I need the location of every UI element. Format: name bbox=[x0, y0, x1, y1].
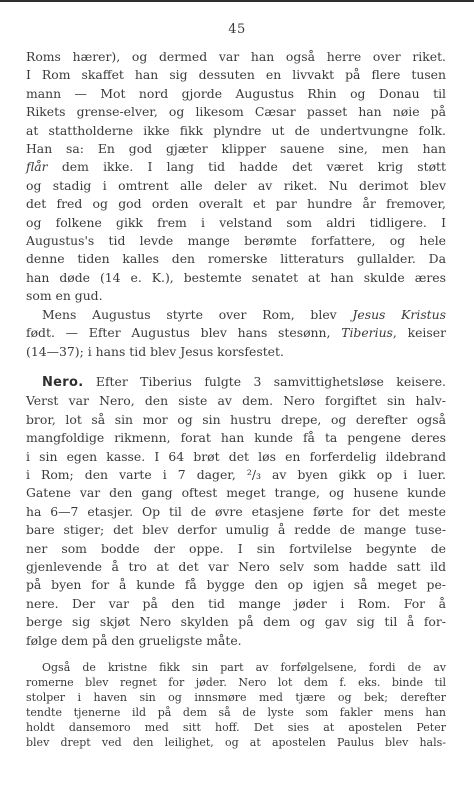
text-line: Gatene var den gang oftest meget trange, og husene kunde bbox=[26, 485, 446, 501]
text-run: Efter Tiberius fulgte 3 samvittighetsløse keisere. bbox=[83, 373, 446, 389]
text-line: at stattholderne ikke fikk plyndre ut de undertvungne folk. bbox=[26, 122, 446, 138]
text-line: denne tiden kalles den romerske litteraturs gullalder. Da bbox=[26, 251, 446, 267]
page-body bbox=[26, 48, 446, 750]
text-line: i Rom; den varte i 7 dager, ²/₃ av byen gikk op i luer. bbox=[26, 466, 446, 482]
small-print-note bbox=[26, 660, 446, 750]
text-line: Verst var Nero, den siste av dem. Nero forgiftet sin halv- bbox=[26, 393, 446, 409]
section-heading: Nero. bbox=[42, 374, 84, 390]
text-line: som en gud. bbox=[26, 288, 103, 304]
text-line: ha 6—7 etasjer. Op til de øvre etasjene førte for det meste bbox=[26, 503, 446, 519]
text-line: han døde (14 e. K.), bestemte senatet at han skulde æres bbox=[26, 269, 446, 285]
text-line: og folkene gikk frem i velstand som aldri tidligere. I bbox=[26, 214, 446, 230]
text-line: (14—37); i hans tid blev Jesus korsfestet. bbox=[26, 343, 284, 359]
text-line: holdt dansemoro med sitt hoff. Det sies at apostelen Peter bbox=[26, 721, 446, 734]
text-line: romerne blev regnet for jøder. Nero lot dem f. eks. binde til bbox=[26, 676, 446, 689]
paragraph-jesus bbox=[26, 306, 446, 361]
text-line: mann — Mot nord gjorde Augustus Rhin og Donau til bbox=[26, 85, 446, 101]
text-line: stolper i haven sin og innsmøre med tjære og bek; derefter bbox=[26, 691, 446, 704]
text-line: Også de kristne fikk sin part av forfølgelsene, fordi de av bbox=[42, 661, 446, 674]
text-line: i sin egen kasse. I 64 brøt det løs en forferdelig ildebrand bbox=[26, 448, 446, 464]
text-line: tendte tjenerne ild på dem så de lyste som fakler mens han bbox=[26, 706, 446, 719]
text-line: følge dem på den grueligste måte. bbox=[26, 632, 242, 648]
text-line: bror, lot så sin mor og sin hustru drepe, og derefter også bbox=[26, 411, 446, 427]
text-line: Han sa: En god gjæter klipper sauene sine, men han bbox=[26, 141, 446, 157]
paragraph-augustus bbox=[26, 48, 446, 306]
page-number: 45 bbox=[228, 22, 246, 37]
text-line bbox=[26, 306, 446, 324]
text-line: det fred og god orden overalt et par hundre år fremover, bbox=[26, 196, 446, 212]
text-line: mangfoldige rikmenn, forat han kunde få ta pengene deres bbox=[26, 430, 446, 446]
italic-name-jesus: Jesus Kristus bbox=[352, 306, 446, 322]
text-line: I Rom skaffet han sig dessuten en livvakt på flere tusen bbox=[26, 67, 446, 83]
text-line: ner som bodde der oppe. I sin fortvilelse begynte de bbox=[26, 540, 446, 556]
text-line bbox=[26, 324, 446, 342]
text-line: bare stiger; det blev derfor umulig å redde de mange tuse- bbox=[26, 522, 446, 538]
text-run: født. — Efter Augustus blev hans stesønn, bbox=[26, 325, 342, 341]
text-line: Roms hærer), og dermed var han også herre over riket. bbox=[26, 49, 446, 64]
text-line: og stadig i omtrent alle deler av riket. Nu derimot blev bbox=[26, 177, 446, 193]
text-line: gjenlevende å tro at det var Nero selv som hadde satt ild bbox=[26, 558, 446, 574]
text-run: Mens Augustus styrte over Rom, blev bbox=[42, 306, 353, 322]
text-line: berge sig skjøt Nero skylden på dem og gav sig til å for- bbox=[26, 614, 446, 630]
text-line: Augustus's tid levde mange berømte forfattere, og hele bbox=[26, 233, 446, 249]
top-rule bbox=[0, 0, 474, 2]
text-line: Rikets grense-elver, og likesom Cæsar passet han nøie på bbox=[26, 104, 446, 120]
text-line: blev drept ved den leilighet, og at apostelen Paulus blev hals- bbox=[26, 736, 446, 749]
text-line: nere. Der var på den tid mange jøder i Rom. For å bbox=[26, 595, 446, 611]
text-line: på byen for å kunde få bygge den op igjen så meget pe- bbox=[26, 577, 446, 593]
italic-name-tiberius: Tiberius bbox=[341, 325, 393, 341]
italic-word: flår bbox=[26, 159, 48, 175]
text-line: flår dem ikke. I lang tid hadde det været krig støtt bbox=[26, 159, 446, 175]
text-run: , keiser bbox=[392, 325, 447, 341]
text-line bbox=[26, 373, 446, 392]
section-nero bbox=[26, 373, 446, 650]
